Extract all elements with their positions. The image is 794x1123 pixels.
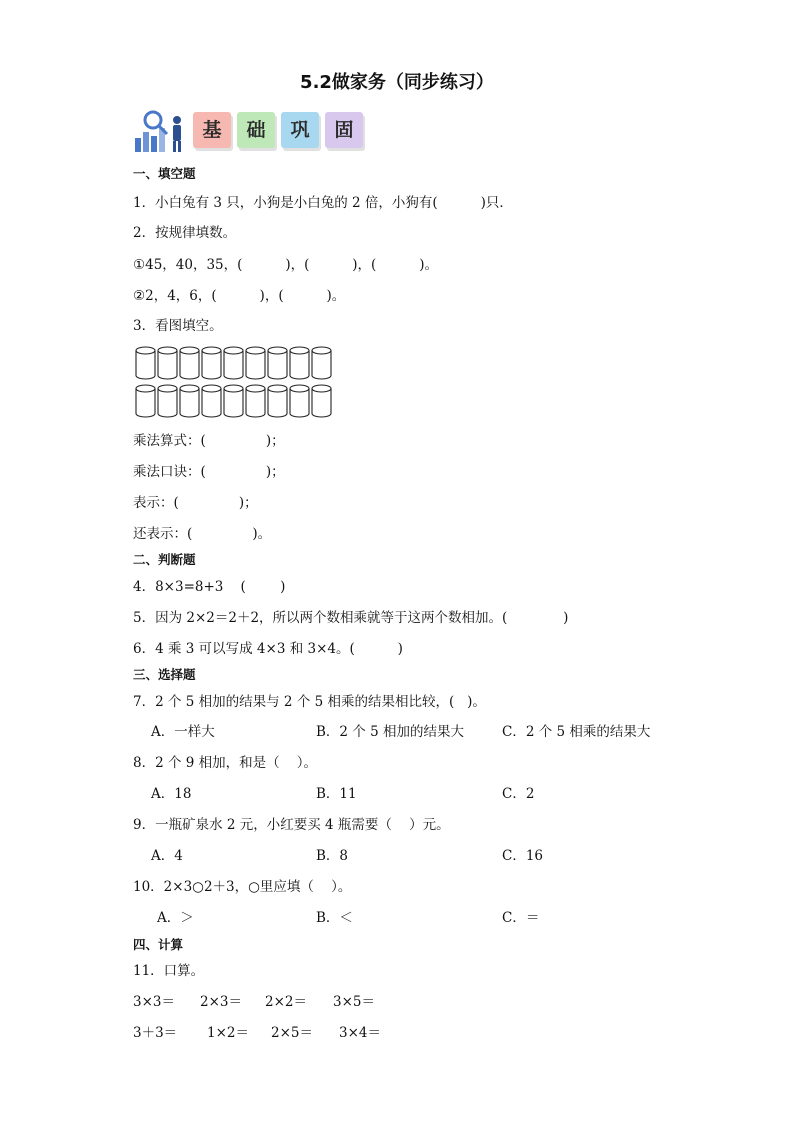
- question-8-option-a: A．18: [151, 786, 192, 802]
- cylinder-icon: [202, 385, 221, 417]
- question-4: 4．8×3=8+3 ( ): [133, 579, 286, 595]
- banner-tile-4: 固: [325, 112, 363, 148]
- question-3-line2: 乘法口诀：( )；: [133, 464, 285, 480]
- section-heading-3: 三、选择题: [133, 667, 196, 682]
- question-8-stem: 8．2 个 9 相加，和是（ ）。: [133, 755, 318, 771]
- cylinder-icon: [224, 347, 243, 379]
- question-3-line1: 乘法算式：( )；: [133, 433, 285, 449]
- calc-item: 2×5＝: [271, 1025, 313, 1041]
- question-11-stem: 11．口算。: [133, 963, 205, 979]
- section-heading-2: 二、判断题: [133, 552, 196, 567]
- calc-item: 3×4＝: [339, 1025, 381, 1041]
- banner-tile-1: 基: [193, 112, 231, 148]
- calc-item: 2×2＝: [265, 994, 307, 1010]
- cylinder-icon: [246, 347, 265, 379]
- magnifier-chart-icon: [133, 108, 189, 154]
- cylinder-icon: [246, 385, 265, 417]
- calc-item: 1×2＝: [207, 1025, 249, 1041]
- cylinder-icon: [202, 347, 221, 379]
- question-9-option-a: A．4: [151, 848, 183, 864]
- page-title: 5.2做家务（同步练习）: [300, 72, 494, 93]
- question-2a: ①45，40，35，( )，( )，( )。: [133, 257, 438, 273]
- cylinders-figure: [135, 345, 335, 421]
- question-10-stem: 10．2×3○2＋3，○里应填（ ）。: [133, 879, 352, 895]
- section-heading-1: 一、填空题: [133, 166, 196, 181]
- cylinder-icon: [180, 385, 199, 417]
- question-7-option-a: A．一样大: [151, 724, 215, 740]
- question-9-stem: 9．一瓶矿泉水 2 元，小红要买 4 瓶需要（ ）元。: [133, 817, 450, 833]
- question-3-line4: 还表示：( )。: [133, 526, 272, 542]
- question-10-option-a: A．＞: [157, 910, 194, 926]
- section-banner: [133, 108, 373, 154]
- question-3-line3: 表示：( )；: [133, 495, 258, 511]
- question-2-stem: 2．按规律填数。: [133, 225, 237, 241]
- cylinder-icon: [136, 385, 155, 417]
- cylinder-icon: [158, 385, 177, 417]
- calc-item: 3×3＝: [133, 994, 175, 1010]
- question-8-option-c: C．2: [502, 786, 535, 802]
- cylinder-icon: [268, 347, 287, 379]
- question-9-option-c: C．16: [502, 848, 544, 864]
- calc-item: 3×5＝: [333, 994, 375, 1010]
- question-8-option-b: B．11: [316, 786, 357, 802]
- cylinder-icon: [290, 347, 309, 379]
- cylinder-icon: [312, 347, 331, 379]
- banner-tile-3: 巩: [281, 112, 319, 148]
- calc-item: 2×3＝: [200, 994, 242, 1010]
- question-7-option-b: B．2 个 5 相加的结果大: [316, 724, 464, 740]
- cylinder-icon: [224, 385, 243, 417]
- question-10-option-c: C．＝: [502, 910, 540, 926]
- question-6: 6．4 乘 3 可以写成 4×3 和 3×4。( ): [133, 641, 403, 657]
- cylinder-icon: [268, 385, 287, 417]
- cylinder-icon: [136, 347, 155, 379]
- question-3-stem: 3．看图填空。: [133, 318, 223, 334]
- cylinder-icon: [290, 385, 309, 417]
- section-heading-4: 四、计算: [133, 937, 184, 952]
- cylinder-icon: [158, 347, 177, 379]
- question-9-option-b: B．8: [316, 848, 349, 864]
- question-1: 1．小白兔有 3 只，小狗是小白兔的 2 倍，小狗有( )只．: [133, 195, 513, 211]
- question-2b: ②2，4，6，( )，( )。: [133, 288, 346, 304]
- question-5: 5．因为 2×2＝2＋2，所以两个数相乘就等于这两个数相加。( ): [133, 610, 569, 626]
- banner-tile-2: 础: [237, 112, 275, 148]
- question-7-stem: 7．2 个 5 相加的结果与 2 个 5 相乘的结果相比较，( )。: [133, 694, 486, 710]
- calc-item: 3＋3＝: [133, 1025, 178, 1041]
- cylinder-icon: [312, 385, 331, 417]
- cylinder-icon: [180, 347, 199, 379]
- question-7-option-c: C．2 个 5 相乘的结果大: [502, 724, 651, 740]
- question-10-option-b: B．＜: [316, 910, 353, 926]
